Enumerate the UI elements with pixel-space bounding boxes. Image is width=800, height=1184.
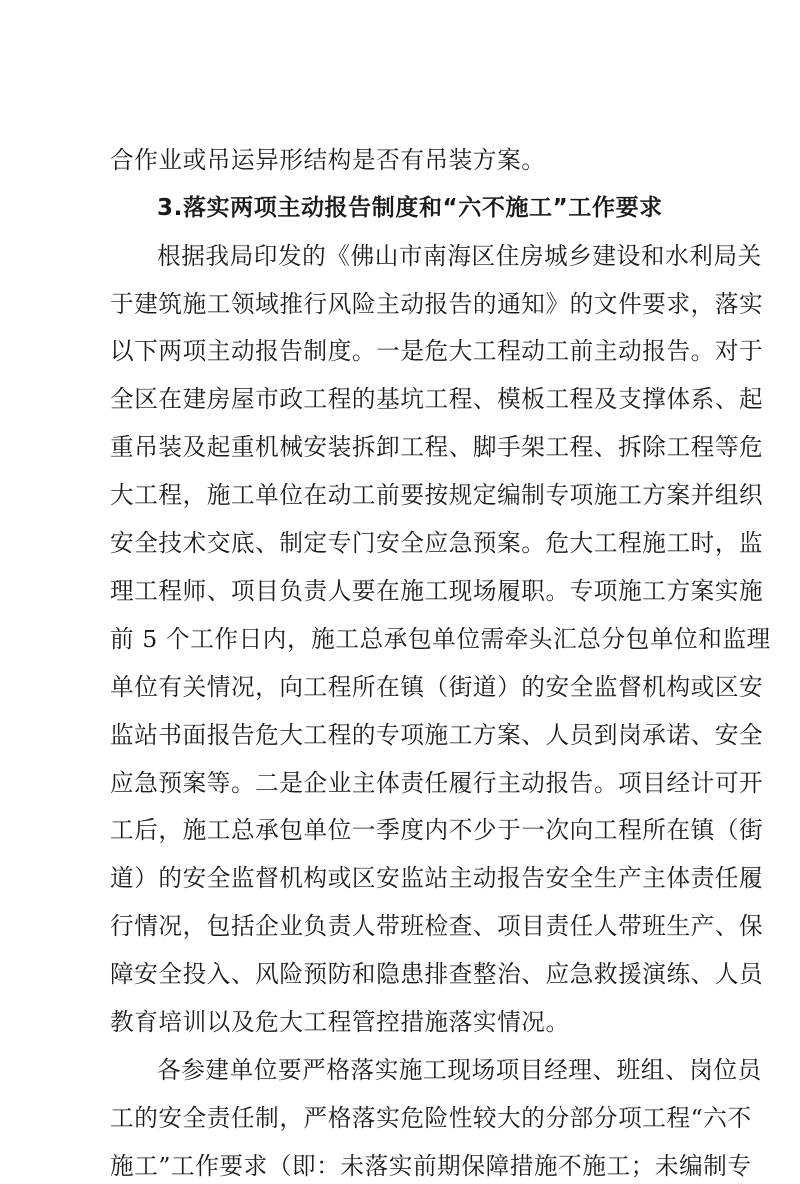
- body-line: 工后，施工总承包单位一季度内不少于一次向工程所在镇（街: [110, 816, 764, 844]
- body-line: 根据我局印发的《佛山市南海区住房城乡建设和水利局关: [157, 242, 762, 270]
- body-line: 单位有关情况，向工程所在镇（街道）的安全监督机构或区安: [110, 673, 764, 701]
- body-line: 合作业或吊运异形结构是否有吊装方案。: [110, 146, 546, 174]
- body-line: 以下两项主动报告制度。一是危大工程动工前主动报告。对于: [110, 337, 764, 365]
- body-line: 于建筑施工领域推行风险主动报告的通知》的文件要求，落实: [110, 290, 764, 318]
- body-line: 施工”工作要求（即：未落实前期保障措施不施工；未编制专: [110, 1152, 752, 1180]
- body-line: 重吊装及起重机械安装拆卸工程、脚手架工程、拆除工程等危: [110, 433, 764, 461]
- body-line: 应急预案等。二是企业主体责任履行主动报告。项目经计可开: [110, 769, 764, 797]
- body-line: 工的安全责任制，严格落实危险性较大的分部分项工程“六不: [110, 1104, 752, 1132]
- section-heading: 3.落实两项主动报告制度和“六不施工”工作要求: [157, 195, 663, 221]
- body-line: 大工程，施工单位在动工前要按规定编制专项施工方案并组织: [110, 481, 764, 509]
- body-line: 行情况，包括企业负责人带班检查、项目责任人带班生产、保: [110, 912, 764, 940]
- body-line: 教育培训以及危大工程管控措施落实情况。: [110, 1008, 570, 1036]
- body-line: 道）的安全监督机构或区安监站主动报告安全生产主体责任履: [110, 864, 764, 892]
- body-line: 障安全投入、风险预防和隐患排查整治、应急救援演练、人员: [110, 960, 764, 988]
- body-line: 理工程师、项目负责人要在施工现场履职。专项施工方案实施: [110, 577, 764, 605]
- body-line: 全区在建房屋市政工程的基坑工程、模板工程及支撑体系、起: [110, 385, 764, 413]
- body-line: 安全技术交底、制定专门安全应急预案。危大工程施工时，监: [110, 529, 764, 557]
- body-line: 监站书面报告危大工程的专项施工方案、人员到岗承诺、安全: [110, 721, 764, 749]
- body-line: 前 5 个工作日内，施工总承包单位需牵头汇总分包单位和监理: [110, 625, 771, 653]
- body-line: 各参建单位要严格落实施工现场项目经理、班组、岗位员: [157, 1056, 762, 1084]
